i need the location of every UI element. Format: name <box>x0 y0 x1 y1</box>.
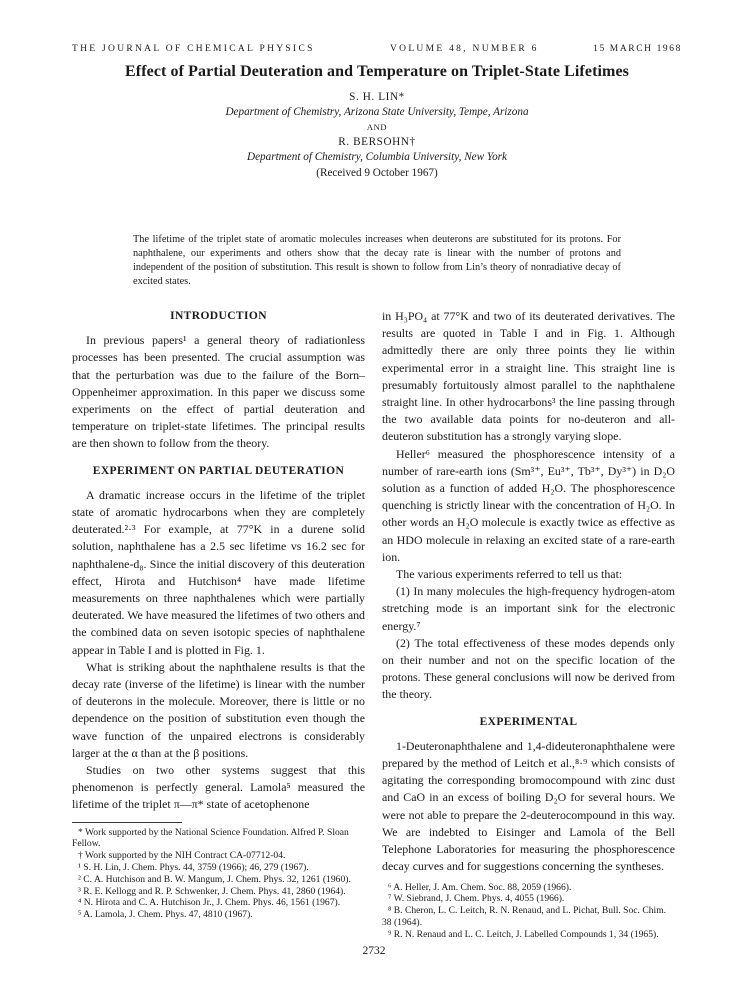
footnote: ³ R. E. Kellogg and R. P. Schwenker, J. Chem. Phys. 41, 2860 (1964). <box>78 885 346 897</box>
intro-paragraph: In previous papers¹ a general theory of radiationless processes has been presented. The crucial assumption was that the perturbation was due to the failure of the Born–Oppenheimer approximation. In this paper we discuss some experiments on the effect of partial deuteration and temperature on triplet-state lifetimes. The principal results are then shown to follow from the theory. <box>72 333 365 451</box>
author-2: R. BERSOHN† <box>338 136 416 148</box>
footnote: ⁵ A. Lamola, J. Chem. Phys. 47, 4810 (1967). <box>78 909 253 921</box>
author-1: S. H. LIN* <box>349 91 405 103</box>
affiliation-1: Department of Chemistry, Arizona State University, Tempe, Arizona <box>225 106 529 118</box>
continued-paragraph: in H₃PO₄ at 77°K and two of its deuterated derivatives. The results are quoted in Table I and in Fig. 1. Although admittedly there are only three points they lie within experimental error in a straight line. This straight line is presumably fortuitously almost parallel to the naphthalene straight line. In other hydrocarbons³ the line passing through the two available data points for no-deuteron and all-deuteron substitution has a strongly varying slope. <box>382 309 675 444</box>
deuteration-paragraph-1: A dramatic increase occurs in the lifetime of the triplet state of aromatic hydrocarbons when they are completely deuterated.²·³ For example, at 77°K in a durene solid solution, naphthalene has a 2.5 sec lifetime vs 16.2 sec for naphthalene-d₈. Since the initial discovery of this deuteration effect, Hirota and Hutchison⁴ have made lifetime measurements on three naphthalenes which were partially deuterated. We have measured the lifetimes of two others and the combined data on seven isotopic species of naphthalene appear in Table I and is plotted in Fig. 1. <box>72 487 365 657</box>
footnote: * Work supported by the National Science Foundation. Alfred P. Sloan Fellow. <box>72 826 349 850</box>
experimental-paragraph: 1-Deuteronaphthalene and 1,4-dideuteronaphthalene were prepared by the method of Leitch et al.,⁸·⁹ which consists of agitating the corresponding bromocompound with zinc dust and CaO in an excess of boiling D₂O for several hours. We were not able to prepare the 2-deuterocompound in this way. We are indebted to Eisinger and Lamola of the Bell Telephone Laboratories for measuring the phosphorescence decay curves and for suggestions concerning the syntheses. <box>382 738 675 874</box>
title-block <box>72 63 682 179</box>
page-number: 2732 <box>362 945 386 957</box>
footnote: ⁷ W. Siebrand, J. Chem. Phys. 4, 4055 (1966). <box>388 893 565 905</box>
footnote: ⁶ A. Heller, J. Am. Chem. Soc. 88, 2059 (1966). <box>388 881 572 893</box>
abstract: The lifetime of the triplet state of aromatic molecules increases when deuterons are substituted for its protons. For naphthalene, our experiments and others show that the decay rate is linear with the number of protons and independent of the position of substitution. This result is shown to follow from Lin’s theory of nonradiative decay of excited states. <box>133 234 621 287</box>
affiliation-2: Department of Chemistry, Columbia University, New York <box>246 151 507 163</box>
article-title: Effect of Partial Deuteration and Temperature on Triplet-State Lifetimes <box>125 63 629 80</box>
deuteration-paragraph-2: What is striking about the naphthalene results is that the decay rate (inverse of the lifetime) is linear with the number of deuterons in the molecule. Moreover, there is little or no dependence on the position of substitution even though the wave function of the unpaired electrons is considerably larger at the α than at the β positions. <box>72 659 365 760</box>
footnote: ¹ S. H. Lin, J. Chem. Phys. 44, 3759 (1966); 46, 279 (1967). <box>78 862 309 874</box>
heading-introduction: INTRODUCTION <box>170 310 267 322</box>
left-column <box>72 308 365 921</box>
right-column <box>382 308 675 940</box>
experiments-intro: The various experiments referred to tell us that: <box>396 567 623 582</box>
heading-experimental: EXPERIMENTAL <box>479 715 578 728</box>
journal-name: THE JOURNAL OF CHEMICAL PHYSICS <box>72 44 315 54</box>
received-date: (Received 9 October 1967) <box>316 167 438 179</box>
footnote-divider <box>72 822 182 823</box>
issue-date: 15 MARCH 1968 <box>593 44 682 54</box>
footnotes-left <box>72 827 365 921</box>
footnote: † Work supported by the NIH Contract CA-07712-04. <box>78 850 286 862</box>
footnote: ⁴ N. Hirota and C. A. Hutchison Jr., J. Chem. Phys. 46, 1561 (1967). <box>78 897 341 909</box>
footnotes-right <box>382 882 675 941</box>
footnote: ² C. A. Hutchison and B. W. Mangum, J. Chem. Phys. 32, 1261 (1960). <box>78 873 351 885</box>
footnote: ⁹ R. N. Renaud and L. C. Leitch, J. Labelled Compounds 1, 34 (1965). <box>388 928 659 940</box>
author-conjunction: AND <box>366 122 388 132</box>
heading-partial-deuteration: EXPERIMENT ON PARTIAL DEUTERATION <box>92 464 345 477</box>
conclusion-item-1: (1) In many molecules the high-frequency hydrogen-atom stretching mode is an important sink for the electronic energy.⁷ <box>382 584 675 633</box>
conclusion-item-2: (2) The total effectiveness of these modes depends only on their number and not on the specific location of the protons. These general conclusions will now be derived from the theory. <box>382 635 675 702</box>
heller-paragraph: Heller⁶ measured the phosphorescence intensity of a number of rare-earth ions (Sm³⁺, Eu³⁺, Tb³⁺, Dy³⁺) in D₂O solution as a function of added H₂O. The phosphorescence quenching is strictly linear with the concentration of H₂O. In other words an H₂O molecule is exactly twice as effective as an HDO molecule in relaxing an excited state of a rare-earth ion. <box>382 446 675 564</box>
footnote: ⁸ B. Cheron, L. C. Leitch, R. N. Renaud, and L. Pichat, Bull. Soc. Chim. 38 (1964). <box>382 905 667 928</box>
deuteration-paragraph-3: Studies on two other systems suggest that this phenomenon is perfectly general. Lamola⁵ measured the lifetime of the triplet π—π* state of acetophenone <box>72 763 365 812</box>
volume-number: VOLUME 48, NUMBER 6 <box>390 44 539 54</box>
